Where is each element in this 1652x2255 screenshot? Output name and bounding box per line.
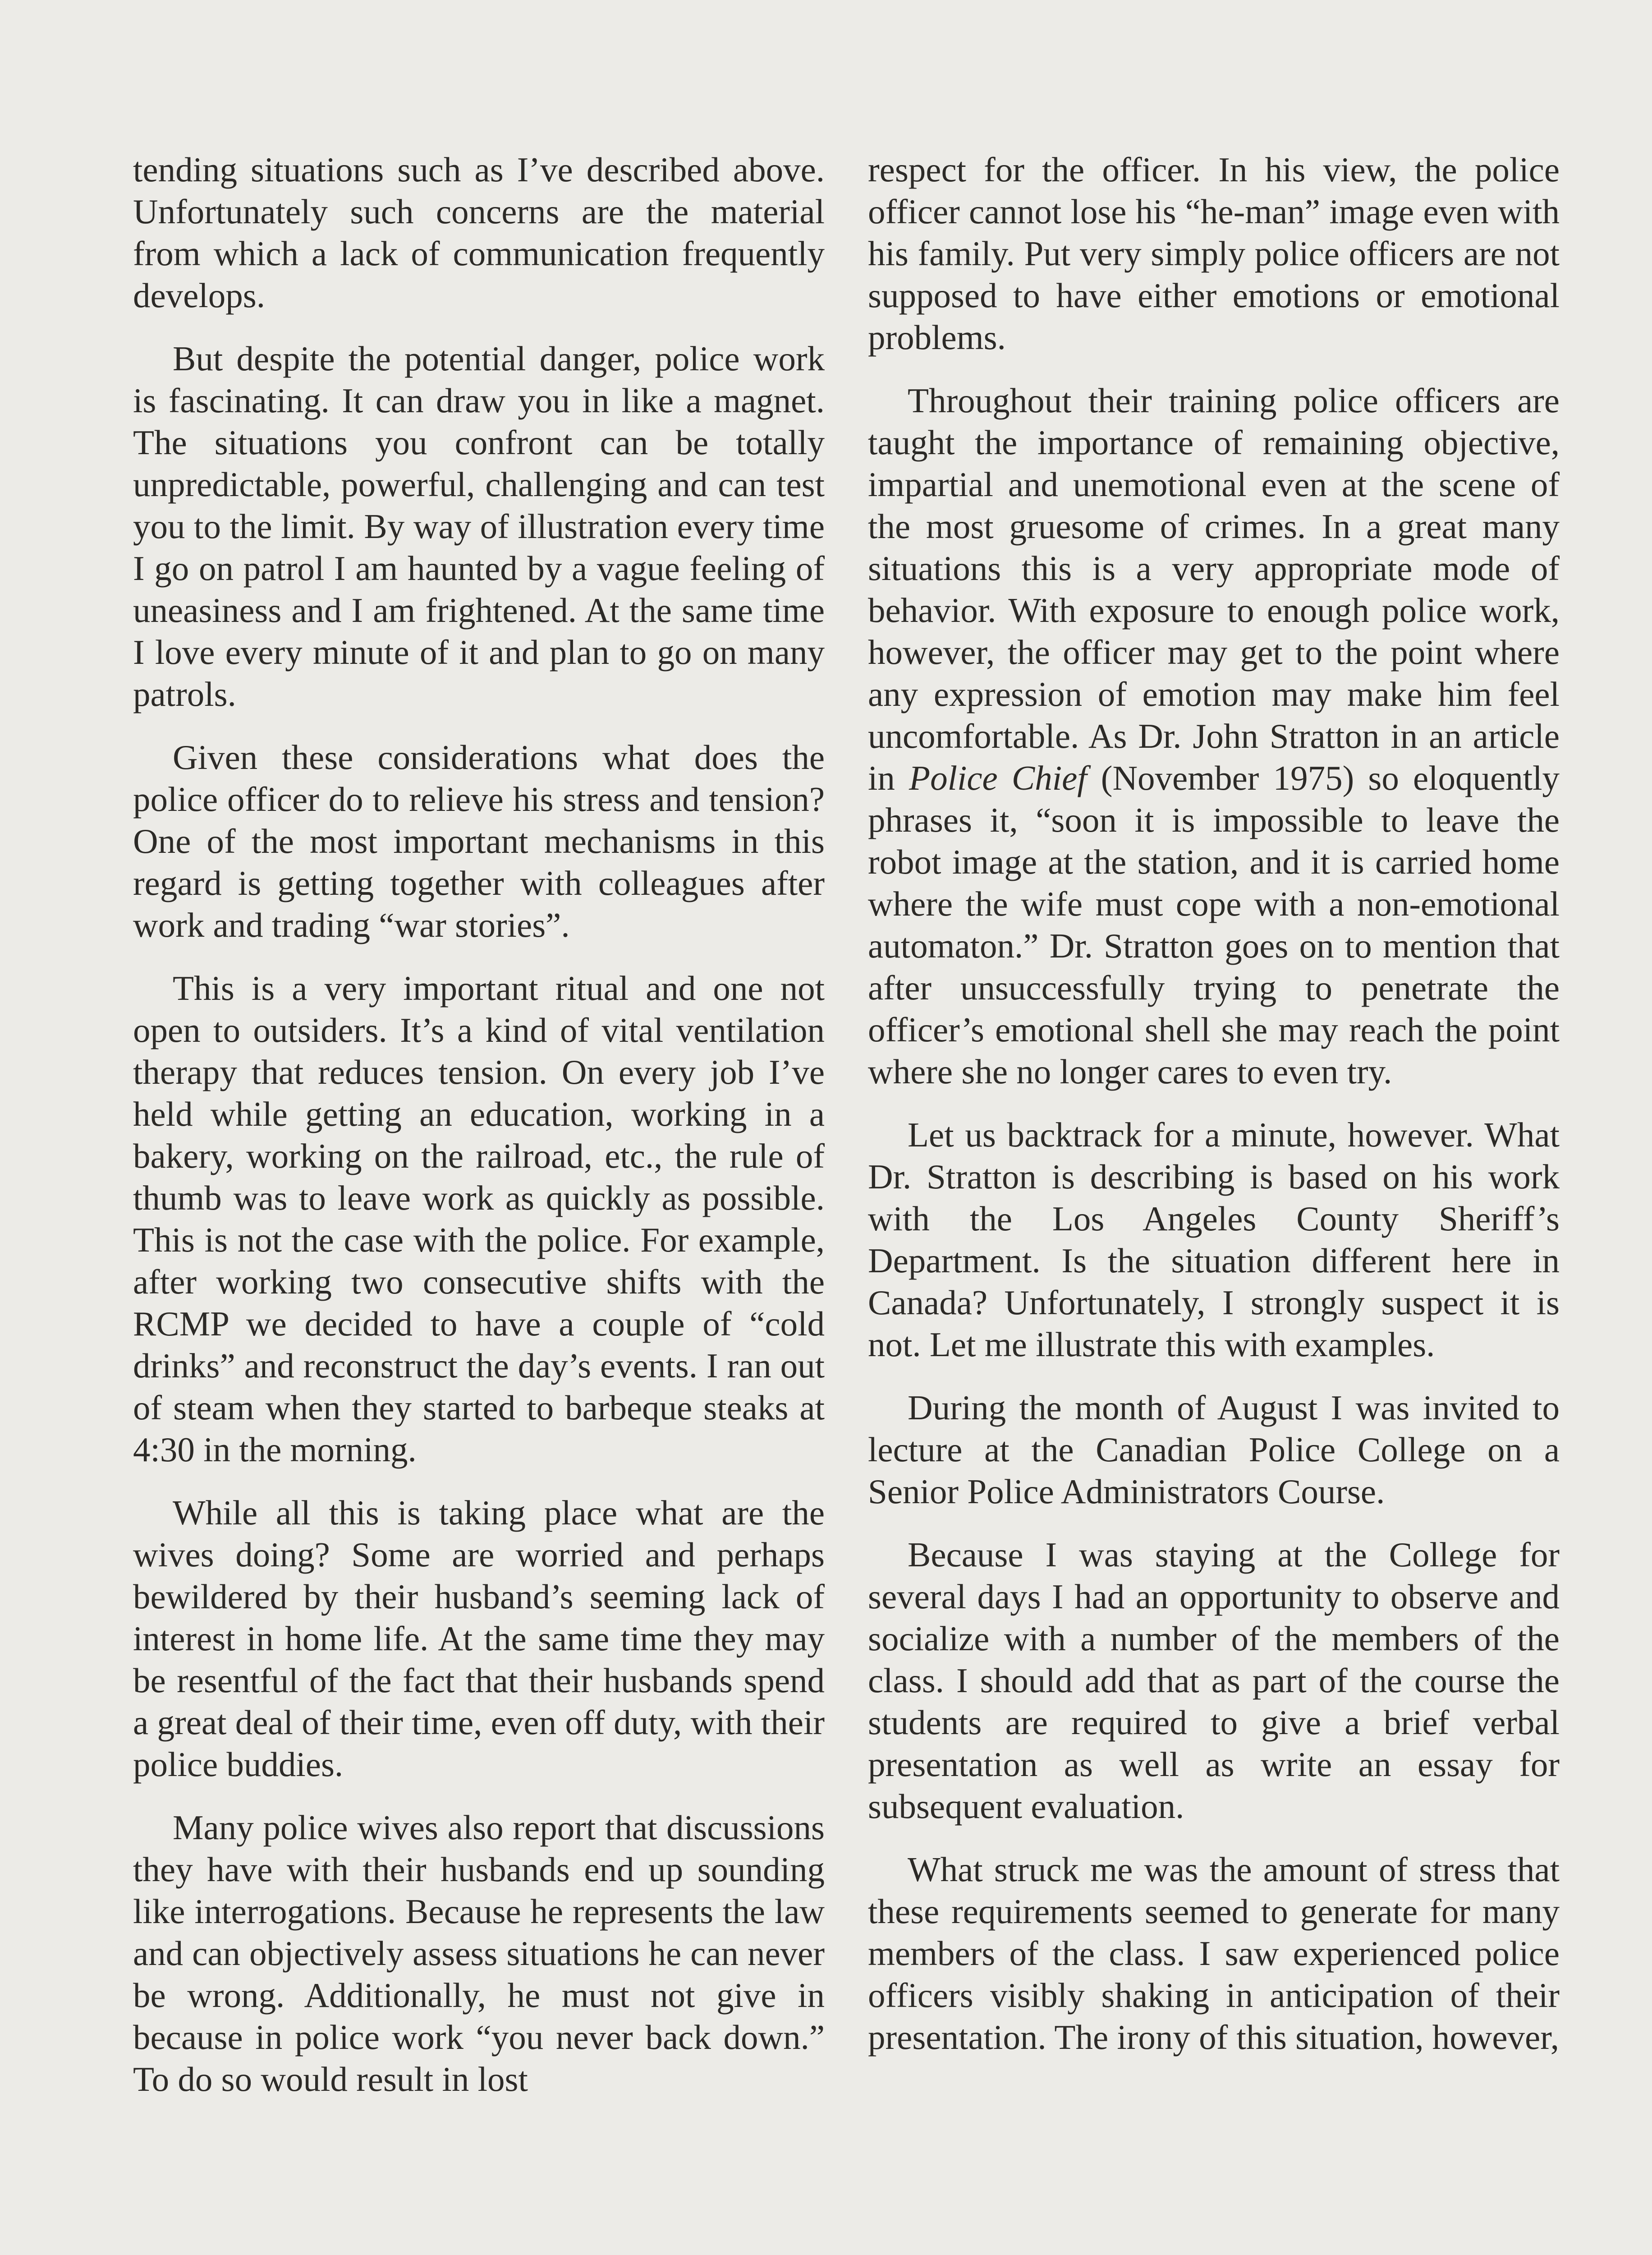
publication-title: Police Chief bbox=[909, 759, 1087, 797]
paragraph-with-citation bbox=[868, 380, 1560, 1093]
paragraph: tending situations such as I’ve described above. Unfortunately such concerns are the material from which a lack of communication frequently develops. bbox=[133, 150, 825, 315]
paragraph-text: Throughout their training police officers are taught the importance of remaining objective, impartial and unemotional even at the scene of the most gruesome of crimes. In a great many situations this is a very appropriate mode of behavior. With exposure to enough police work, however, the officer may get to the point where any expression of emotion may make him feel uncomfortable. As Dr. John Stratton in an article in bbox=[868, 381, 1560, 797]
paragraph: This is a very important ritual and one not open to outsiders. It’s a kind of vital ventilation therapy that reduces tension. On every job I’ve held while getting an education, working in a bakery, working on the railroad, etc., the rule of thumb was to leave work as quickly as possible. This is not the case with the police. For example, after working two consecutive shifts with the RCMP we decided to have a couple of “cold drinks” and reconstruct the day’s events. I ran out of steam when they started to barbeque steaks at 4:30 in the morning. bbox=[133, 969, 825, 1469]
paragraph: Given these considerations what does the police officer do to relieve his stress and tension? One of the most important mechanisms in this regard is getting together with colleagues after work and trading “war stories”. bbox=[133, 738, 825, 944]
paragraph: Because I was staying at the College for several days I had an opportunity to observe and socialize with a number of the members of the class. I should add that as part of the course the students are required to give a brief verbal presentation as well as write an essay for subsequent evaluation. bbox=[868, 1535, 1560, 1826]
paragraph: What struck me was the amount of stress that these requirements seemed to generate for many members of the class. I saw experienced police officers visibly shaking in anticipation of their presentation. The irony of this situation, however, bbox=[868, 1850, 1560, 2057]
paragraph: During the month of August I was invited to lecture at the Canadian Police College on a Senior Police Administrators Course. bbox=[868, 1388, 1560, 1511]
paragraph-text: (November 1975) so eloquently phrases it, “soon it is impossible to leave the robot image at the station, and it is carried home where the wife must cope with a non-emotional automaton.” Dr. Stratton goes on to mention that after unsuccessfully trying to penetrate the officer’s emotional shell she may reach the point where she no longer cares to even try. bbox=[868, 759, 1560, 1091]
paragraph: But despite the potential danger, police work is fascinating. It can draw you in like a magnet. The situations you confront can be totally unpredictable, powerful, challenging and can test you to the limit. By way of illustration every time I go on patrol I am haunted by a vague feeling of uneasiness and I am frightened. At the same time I love every minute of it and plan to go on many patrols. bbox=[133, 339, 825, 713]
paragraph: While all this is taking place what are the wives doing? Some are worried and perhaps bewildered by their husband’s seeming lack of interest in home life. At the same time they may be resentful of the fact that their husbands spend a great deal of their time, even off duty, with their police buddies. bbox=[133, 1493, 825, 1784]
left-column bbox=[133, 149, 825, 2100]
paragraph: respect for the officer. In his view, the police officer cannot lose his “he-man” image even with his family. Put very simply police officers are not supposed to have either emotions or emotional problems. bbox=[868, 150, 1560, 357]
paragraph: Many police wives also report that discussions they have with their husbands end up sounding like interrogations. Because he represents the law and can objectively assess situations he can never be wrong. Additionally, he must not give in because in police work “you never back down.” To do so would result in lost bbox=[133, 1808, 825, 2099]
right-column bbox=[868, 149, 1560, 2058]
paragraph: Let us backtrack for a minute, however. What Dr. Stratton is describing is based on his work with the Los Angeles County Sheriff’s Department. Is the situation different here in Canada? Unfortunately, I strongly suspect it is not. Let me illustrate this with examples. bbox=[868, 1115, 1560, 1364]
